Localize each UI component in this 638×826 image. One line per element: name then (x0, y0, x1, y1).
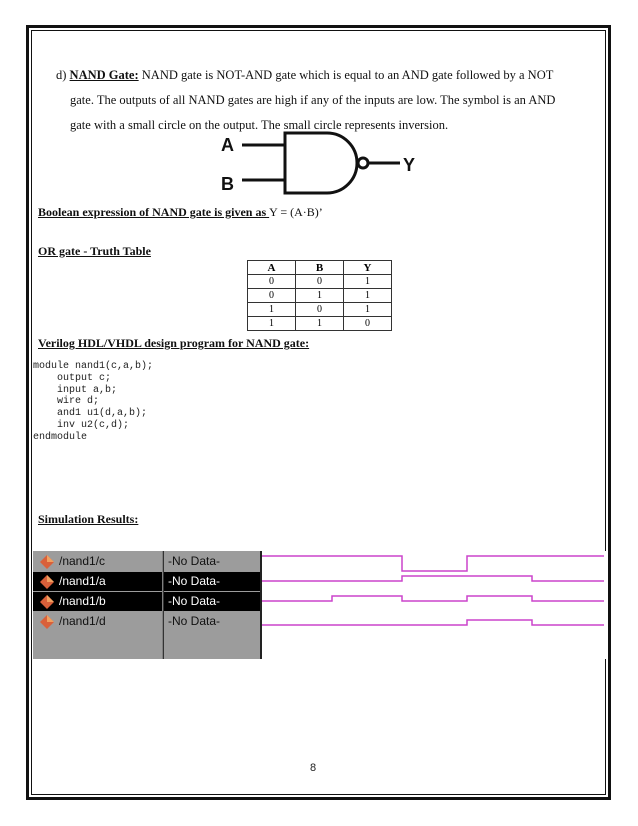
verilog-heading: Verilog HDL/VHDL design program for NAND gate: (38, 336, 310, 350)
and-body-shape (285, 133, 357, 193)
waveform-viewer[interactable] (33, 551, 604, 659)
input-b-label: B (221, 174, 234, 194)
truth-table-cell: 1 (296, 317, 344, 331)
truth-table-cell: 1 (344, 275, 392, 289)
truth-table-header-b: B (296, 261, 344, 275)
truth-table-row (248, 317, 392, 331)
item-prefix: d) (56, 68, 70, 82)
truth-table-row (248, 303, 392, 317)
truth-table-row (248, 275, 392, 289)
truth-table-row (248, 289, 392, 303)
intro-line-2: gate. The outputs of all NAND gates are high if any of the inputs are low. The symbol is an AND (70, 93, 556, 107)
truth-table-cell: 0 (248, 275, 296, 289)
signal-diamond-icon (39, 614, 55, 630)
intro-line-1 (56, 63, 581, 88)
waveform-b (262, 596, 604, 601)
signal-diamond-icon (39, 574, 55, 590)
signal-value: -No Data- (164, 572, 264, 591)
code-line: output c; (33, 372, 112, 384)
waveform-pane[interactable] (260, 551, 606, 659)
boolean-label: Boolean expression of NAND gate is given as (38, 205, 270, 219)
boolean-formula: Y = (A·B)’ (269, 205, 323, 219)
signal-name: /nand1/c (59, 554, 106, 568)
truth-table-cell: 1 (296, 289, 344, 303)
signal-value: -No Data- (168, 614, 221, 628)
page-number: 8 (310, 762, 317, 774)
truth-table-header-row (248, 261, 392, 275)
signal-value: -No Data- (168, 554, 221, 568)
input-a-label: A (221, 135, 234, 155)
inversion-bubble (358, 158, 368, 168)
truth-table-cell: 0 (248, 289, 296, 303)
signal-row-b[interactable] (33, 592, 162, 611)
nand-gate-symbol (215, 128, 430, 198)
signal-diamond-icon (39, 554, 55, 570)
truth-table-cell: 1 (248, 317, 296, 331)
signal-name: /nand1/b (59, 594, 106, 608)
signal-row-c[interactable] (33, 552, 162, 571)
signal-name: /nand1/a (59, 574, 106, 588)
truth-table-cell: 0 (344, 317, 392, 331)
signal-name-column (33, 551, 162, 659)
waveform-traces (262, 551, 604, 659)
signal-name: /nand1/d (59, 614, 106, 628)
intro-paragraph (56, 63, 581, 138)
truth-table-cell: 0 (296, 303, 344, 317)
code-line: inv u2(c,d); (33, 419, 130, 431)
truth-table (247, 260, 392, 331)
truth-table-header-a: A (248, 261, 296, 275)
truth-table-header-y: Y (344, 261, 392, 275)
code-line: module nand1(c,a,b); (33, 361, 154, 372)
code-line: input a,b; (33, 384, 118, 396)
signal-value-column (163, 551, 260, 659)
signal-row-d[interactable] (33, 612, 162, 631)
truth-table-heading: OR gate - Truth Table (38, 244, 151, 258)
truth-table-cell: 1 (344, 289, 392, 303)
truth-table-cell: 1 (248, 303, 296, 317)
code-line: endmodule (33, 431, 88, 443)
signal-diamond-icon (39, 594, 55, 610)
signal-value: -No Data- (164, 592, 264, 611)
truth-table-cell: 0 (296, 275, 344, 289)
output-y-label: Y (403, 155, 416, 175)
nand-gate-title: NAND Gate: (69, 68, 139, 82)
waveform-a (262, 576, 604, 581)
boolean-expression (38, 205, 323, 220)
intro-line-3: gate with a small circle on the output. The small circle represents inversion. (70, 118, 449, 132)
waveform-d (262, 620, 604, 625)
truth-table-cell: 1 (344, 303, 392, 317)
code-line: wire d; (33, 396, 100, 408)
waveform-c (262, 556, 604, 571)
code-line: and1 u1(d,a,b); (33, 408, 148, 420)
simulation-heading: Simulation Results: (38, 512, 139, 526)
intro-text-1: NAND gate is NOT-AND gate which is equal to an AND gate followed by a NOT (138, 68, 554, 82)
signal-row-a[interactable] (33, 572, 162, 591)
verilog-code-block (33, 361, 153, 444)
